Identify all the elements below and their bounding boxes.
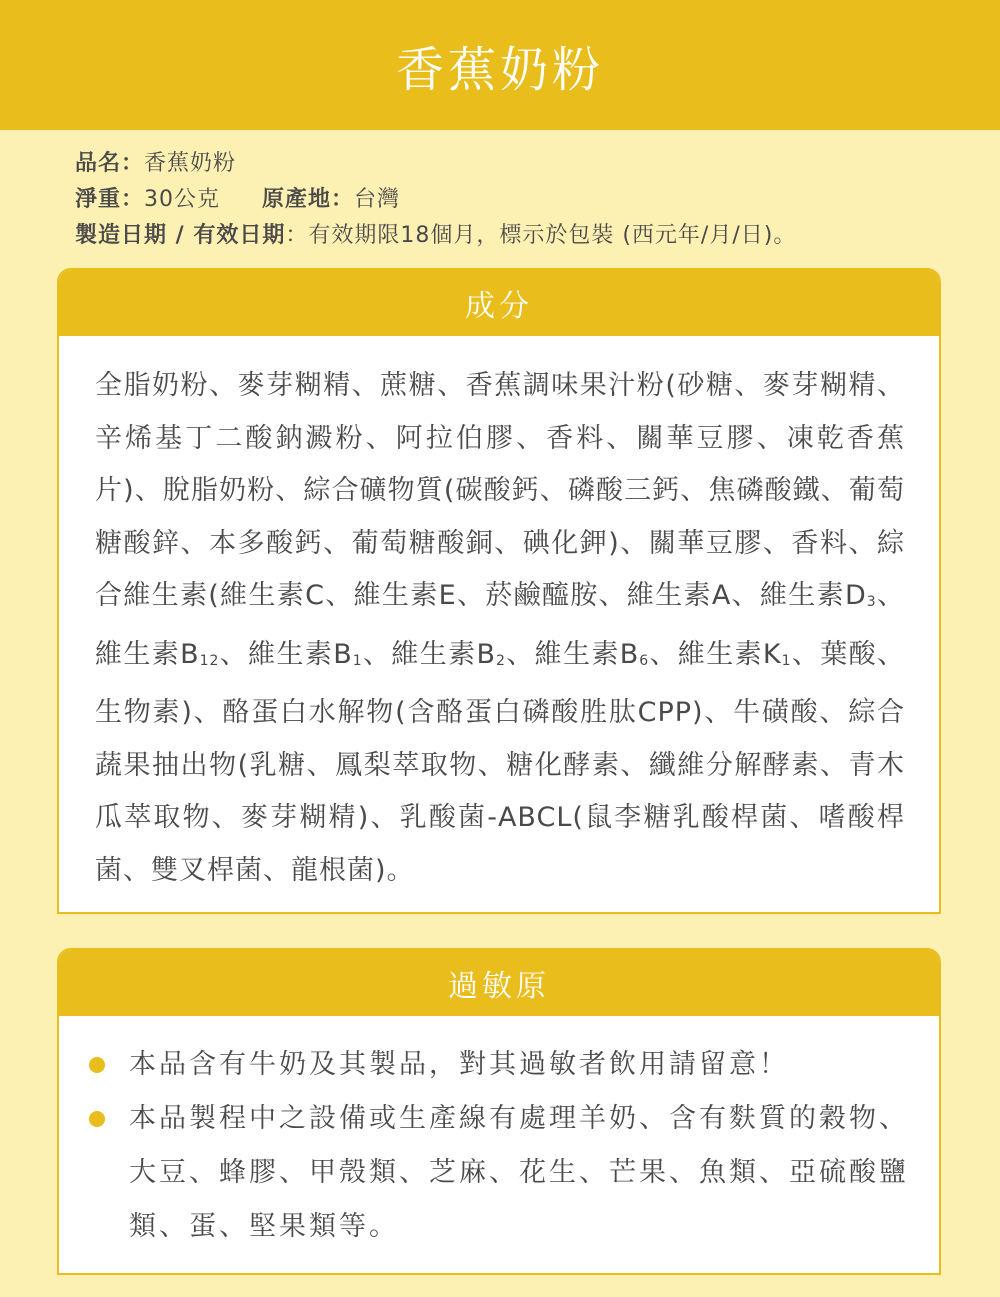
weight-label: 淨重：	[75, 187, 145, 212]
allergen-text: 本品製程中之設備或生產線有處理羊奶、含有麩質的穀物、大豆、蜂膠、甲殼類、芝麻、花生、芒果、魚類、亞硫酸鹽類、蛋、堅果類等。	[129, 1103, 909, 1242]
ingredients-card	[57, 268, 941, 914]
ingredients-part-1: 全脂奶粉、麥芽糊精、蔗糖、香蕉調味果汁粉(砂糖、麥芽糊精、辛烯基丁二酸鈉澱粉、阿拉伯膠、香料、關華豆膠、凍乾香蕉片)、脫脂奶粉、綜合礦物質(碳酸鈣、磷酸三鈣、焦磷酸鐵、葡萄糖酸鋅、本多酸鈣、葡萄糖酸銅、碘化鉀)、關華豆膠、香料、綜合維生素(維生素C、維生素E、菸鹼醯胺、維生素A、維生素D	[95, 370, 905, 611]
weight-origin-row	[75, 182, 1000, 218]
allergens-heading: 過敏原	[59, 950, 939, 1016]
title-banner	[0, 0, 1000, 130]
product-name-row	[75, 146, 1000, 182]
vitamin-b12-subscript: 12	[199, 652, 220, 669]
allergen-list	[59, 1038, 939, 1254]
name-label: 品名：	[75, 151, 145, 176]
date-row	[75, 218, 1000, 254]
product-info	[0, 130, 1000, 254]
vitamin-d-subscript: 3	[866, 594, 877, 610]
list-item	[129, 1092, 909, 1254]
vitamin-k1-subscript: 1	[781, 652, 792, 669]
ingredients-part-6: 、維生素K	[649, 638, 782, 670]
vitamin-b6-subscript: 6	[639, 652, 650, 669]
vitamin-b2-subscript: 2	[495, 652, 506, 669]
origin-label: 原產地：	[262, 187, 355, 212]
ingredients-part-5: 、維生素B	[505, 638, 640, 670]
ingredients-text	[95, 360, 905, 897]
date-label: 製造日期 / 有效日期	[75, 223, 286, 248]
ingredients-heading: 成分	[59, 270, 939, 336]
bullet-icon	[89, 1057, 105, 1073]
ingredients-part-4: 、維生素B	[362, 638, 496, 670]
date-value: ：有效期限18個月，標示於包裝 (西元年/月/日)。	[285, 223, 797, 248]
weight-value: 30公克	[144, 187, 221, 212]
ingredients-part-7: 、葉酸、生物素)、酪蛋白水解物(含酪蛋白磷酸胜肽CPP)、牛磺酸、綜合蔬果抽出物(乳糖、鳳梨萃取物、糖化酵素、纖維分解酵素、青木瓜萃取物、麥芽糊精)、乳酸菌-ABCL(鼠李糖乳酸桿菌、嗜酸桿菌、雙叉桿菌、龍根菌)。	[95, 638, 905, 886]
origin-value: 台灣	[354, 187, 401, 212]
name-value: 香蕉奶粉	[144, 151, 237, 176]
ingredients-part-2: 、維生素B	[95, 580, 905, 670]
ingredients-part-3: 、維生素B	[219, 638, 353, 670]
list-item	[129, 1038, 909, 1092]
allergens-card	[57, 948, 941, 1275]
allergen-text: 本品含有牛奶及其製品，對其過敏者飲用請留意！	[129, 1049, 789, 1080]
page-title: 香蕉奶粉	[395, 41, 604, 98]
bullet-icon	[89, 1111, 105, 1127]
vitamin-b1-subscript: 1	[352, 652, 363, 669]
